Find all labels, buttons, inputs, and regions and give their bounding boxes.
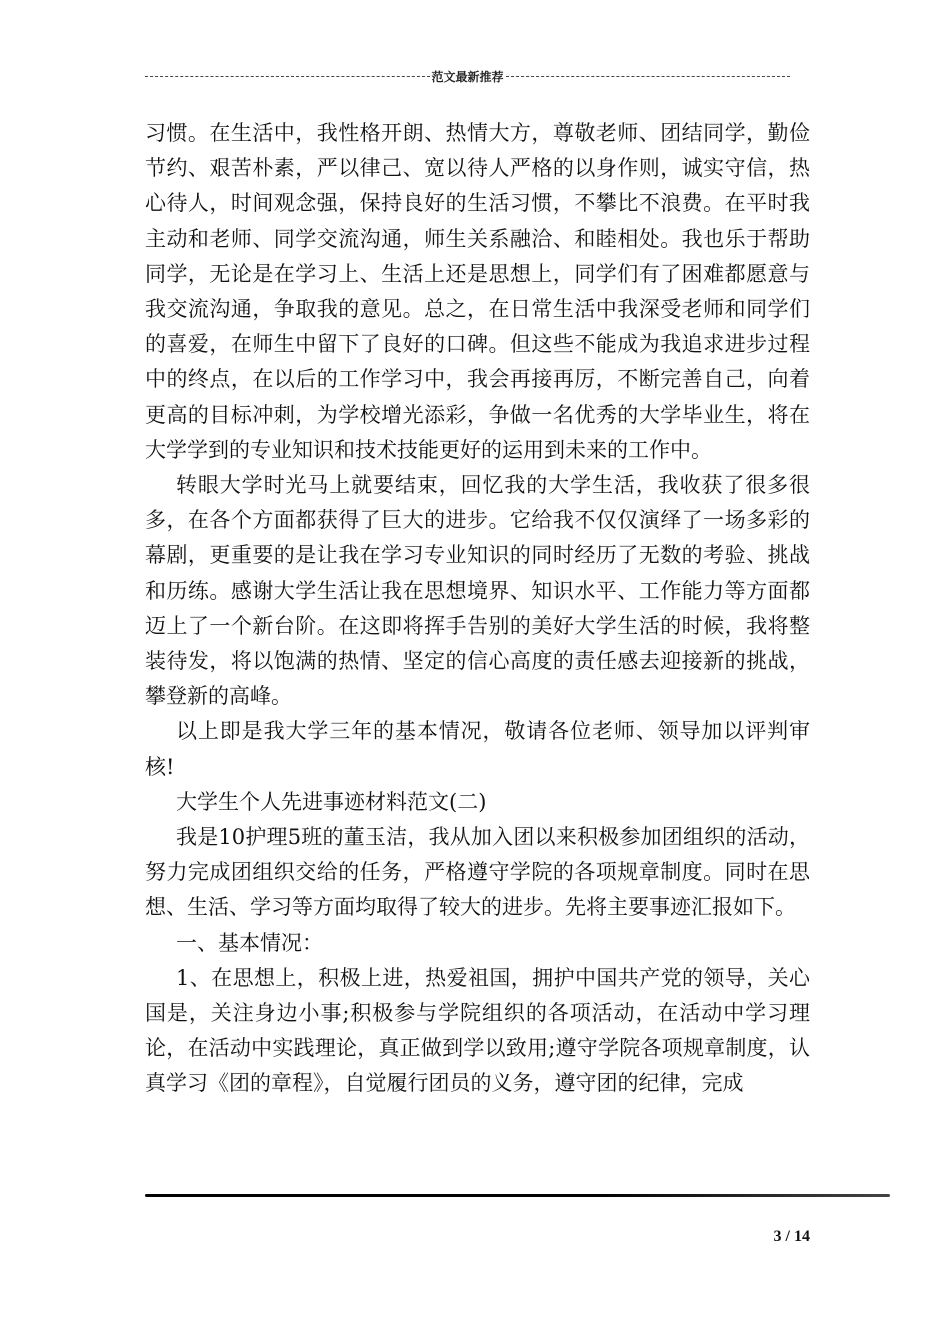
header-title: 范文最新推荐	[431, 69, 504, 84]
paragraph-habits: 习惯。在生活中，我性格开朗、热情大方，尊敬老师、团结同学，勤俭节约、艰苦朴素，严以律己、宽以待人严格的以身作则，诚实守信，热心待人，时间观念强，保持良好的生活习惯，不攀比不浪费。在平时我主动和老师、同学交流沟通，师生关系融洽、和睦相处。我也乐于帮助同学，无论是在学习上、生活上还是思想上，同学们有了困难都愿意与我交流沟通，争取我的意见。总之，在日常生活中我深受老师和同学们的喜爱，在师生中留下了良好的口碑。但这些不能成为我追求进步过程中的终点，在以后的工作学习中，我会再接再厉，不断完善自己，向着更高的目标冲刺，为学校增光添彩，争做一名优秀的大学毕业生，将在大学学到的专业知识和技术技能更好的运用到未来的工作中。	[145, 121, 810, 462]
page-header	[145, 66, 790, 86]
paragraph-closing: 以上即是我大学三年的基本情况，敬请各位老师、领导加以评判审核!	[145, 719, 810, 779]
section-title: 大学生个人先进事迹材料范文(二)	[176, 789, 487, 814]
paragraph-introduction: 我是10护理5班的董玉洁，我从加入团以来积极参加团组织的活动，努力完成团组织交给的任务，严格遵守学院的各项规章制度。同时在思想、生活、学习等方面均取得了较大的进步。先将主要事迹汇报如下。	[145, 825, 810, 920]
section-heading-basic-info: 一、基本情况：	[176, 930, 323, 955]
document-body	[145, 116, 810, 1102]
paragraph-ideology: 1、在思想上，积极上进，热爱祖国，拥护中国共产党的领导，关心国是，关注身边小事;积极参与学院组织的各项活动，在活动中学习理论，在活动中实践理论，真正做到学以致用;遵守学院各项规章制度，认真学习《团的章程》，自觉履行团员的义务，遵守团的纪律，完成	[145, 965, 810, 1096]
header-dashed-line-left	[145, 76, 430, 77]
page-number: 3 / 14	[773, 1228, 810, 1245]
header-dashed-line-right	[506, 76, 790, 77]
paragraph-university-life: 转眼大学时光马上就要结束，回忆我的大学生活，我收获了很多很多，在各个方面都获得了巨大的进步。它给我不仅仅演绎了一场多彩的幕剧，更重要的是让我在学习专业知识的同时经历了无数的考验、挑战和历练。感谢大学生活让我在思想境界、知识水平、工作能力等方面都迈上了一个新台阶。在这即将挥手告别的美好大学生活的时候，我将整装待发，将以饱满的热情、坚定的信心高度的责任感去迎接新的挑战，攀登新的高峰。	[145, 473, 810, 709]
footer-rule	[145, 1194, 890, 1197]
